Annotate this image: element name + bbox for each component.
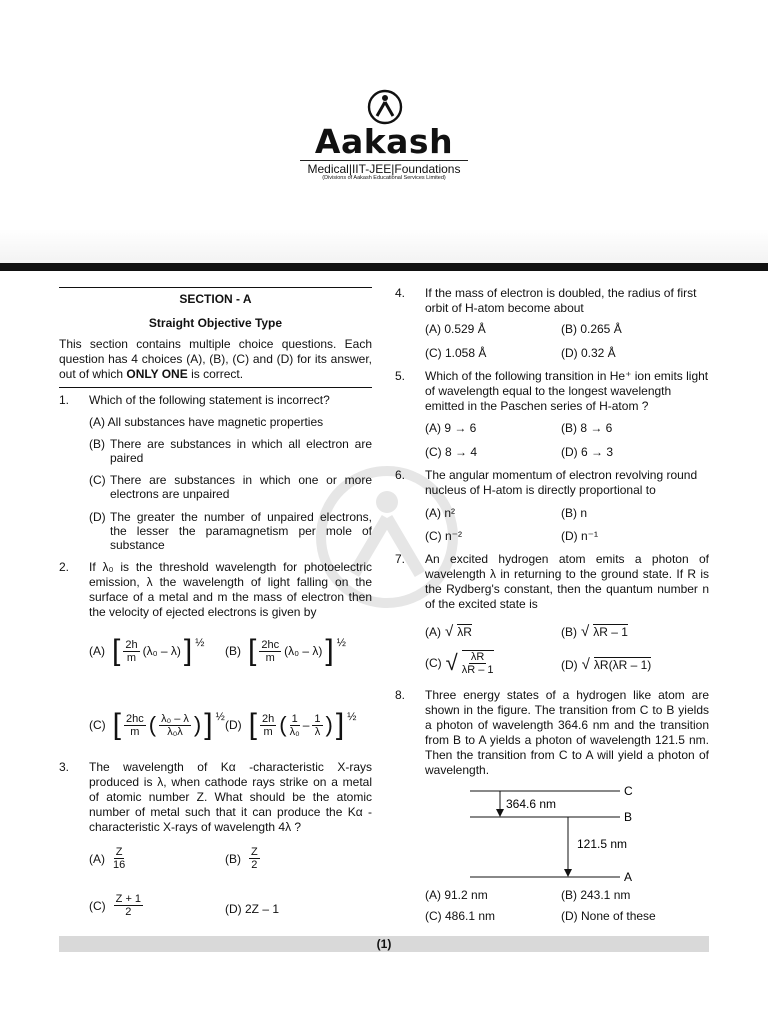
section-intro: This section contains multiple choice questions. Each question has 4 choices (A), (B), (C) and (D) for its answer, out of which ONLY ONE is correct. bbox=[59, 337, 372, 381]
option-d: The greater the number of unpaired electrons, the lesser the paramagnetism per mole of substance bbox=[110, 510, 372, 552]
cb-arrowhead bbox=[496, 809, 504, 817]
section-subtitle: Straight Objective Type bbox=[148, 316, 283, 330]
option-b: There are substances in which all electron are paired bbox=[110, 437, 372, 465]
option-c: (C) $\frac{Z + 1}{2}$ bbox=[89, 893, 142, 918]
aakash-logo-icon bbox=[366, 89, 404, 125]
option-a: (A) 91.2 nm bbox=[425, 888, 488, 902]
option-label: (B) bbox=[89, 437, 105, 451]
header-band bbox=[0, 263, 768, 271]
option-d: (D) n⁻¹ bbox=[561, 529, 598, 543]
section-title: SECTION - A bbox=[179, 292, 252, 306]
option-d: (D) 0.32 Å bbox=[561, 346, 616, 360]
section-top-rule bbox=[59, 287, 372, 288]
option-c: (C) [ $\frac{2hc}{m}$ ( $\frac{\text{λ₀ – λ}}{\text{λ₀λ}}$ ) ] ½ bbox=[89, 708, 225, 741]
cb-wavelength-label: 364.6 nm bbox=[506, 797, 557, 811]
option-b: (B) 243.1 nm bbox=[561, 888, 631, 902]
question-text: The angular momentum of electron revolving round nucleus of H-atom is directly proportional to bbox=[425, 468, 698, 497]
option-c: (C) 486.1 nm bbox=[425, 909, 496, 923]
option-a: (A) n² bbox=[425, 506, 455, 520]
option-d: (D) √ λR(λR – 1) bbox=[561, 655, 652, 673]
option-d: (D) 6 → 3 bbox=[561, 445, 614, 459]
option-b: (B) 8 → 6 bbox=[561, 421, 613, 435]
question-number: 6. bbox=[395, 468, 406, 482]
header-background bbox=[0, 229, 768, 265]
option-a: (A) $\frac{Z}{16}$ bbox=[89, 846, 126, 871]
page-number: (1) bbox=[376, 937, 392, 951]
question-text: Which of the following transition in He⁺ ion emits light of wavelength equal to the longest wavelength emitted in the Paschen series of H-atom ? bbox=[425, 369, 709, 413]
brand-tagline: Medical|IIT-JEE|Foundations bbox=[300, 160, 468, 176]
question-text: Which of the following statement is incorrect? bbox=[89, 393, 330, 407]
section-bottom-rule bbox=[59, 387, 372, 388]
option-a: (A) 0.529 Å bbox=[425, 322, 486, 336]
option-label: (D) bbox=[89, 510, 106, 524]
question-text: Three energy states of a hydrogen like atom are shown in the figure. The transition from C to B yields a photon of wavelength 364.6 nm and the transition from B to A yields a photon of wavelength 121.5 nm. Then the transition from C to A will yield a photon of wavelength. bbox=[425, 688, 709, 777]
level-c-label: C bbox=[624, 784, 633, 798]
question-text: An excited hydrogen atom emits a photon of wavelength λ in returning to the ground state. If R is the Rydberg's constant, then the quantum number n of the excited state is bbox=[425, 552, 709, 611]
option-b: (B) $\frac{Z}{2}$ bbox=[225, 846, 258, 871]
option-a: (A) √ λR bbox=[425, 622, 472, 640]
option-d: (D) 2Z – 1 bbox=[225, 902, 280, 916]
question-number: 4. bbox=[395, 286, 406, 300]
question-number: 3. bbox=[59, 760, 70, 774]
option-b: (B) √ λR – 1 bbox=[561, 622, 628, 640]
option-b: (B) [ $\frac{2hc}{m}$ (λ₀ – λ) ] ½ bbox=[225, 634, 346, 667]
option-a: (A) All substances have magnetic properties bbox=[89, 415, 324, 429]
option-b: (B) n bbox=[561, 506, 588, 520]
question-number: 7. bbox=[395, 552, 406, 566]
option-b: (B) 0.265 Å bbox=[561, 322, 622, 336]
question-text: The wavelength of Kα -characteristic X-rays produced is λ, when cathode rays strike on a metal of atomic number Z. What should be the atomic number of metal such that it can produce the Kα -characteristic X-rays of wavelength 4λ ? bbox=[89, 760, 372, 834]
option-c: (C) 8 → 4 bbox=[425, 445, 478, 459]
option-label: (C) bbox=[89, 473, 106, 487]
option-c: (C) n⁻² bbox=[425, 529, 462, 543]
brand-subtagline: (Divisions of Aakash Educational Services Limited) bbox=[322, 175, 446, 181]
ba-arrowhead bbox=[564, 869, 572, 877]
ba-wavelength-label: 121.5 nm bbox=[577, 837, 628, 851]
question-text: If the mass of electron is doubled, the radius of first orbit of H-atom become about bbox=[425, 286, 697, 315]
option-a: (A) [ $\frac{2h}{m}$ (λ₀ – λ) ] ½ bbox=[89, 634, 205, 667]
question-number: 5. bbox=[395, 369, 406, 383]
question-text: If λ₀ is the threshold wavelength for photoelectric emission, λ the wavelength of light falling on the surface of a metal and m the mass of electron then the velocity of ejected electrons is given by bbox=[89, 560, 372, 619]
energy-level-diagram bbox=[465, 782, 645, 882]
option-c: (C) √ $\frac{\lambda R}{\lambda R - 1}$ bbox=[425, 650, 494, 676]
option-a: (A) 9 → 6 bbox=[425, 421, 477, 435]
question-number: 1. bbox=[59, 393, 70, 407]
level-b-label: B bbox=[624, 810, 633, 824]
level-a-label: A bbox=[624, 870, 633, 882]
question-number: 2. bbox=[59, 560, 70, 574]
brand-name: Aakash bbox=[314, 122, 454, 161]
question-number: 8. bbox=[395, 688, 406, 702]
option-d: (D) None of these bbox=[561, 909, 656, 923]
option-c: (C) 1.058 Å bbox=[425, 346, 487, 360]
option-d: (D) [ $\frac{2h}{m}$ ( $\frac{1}{\text{λ₀}}$ – $\frac{1}{\lambda}$ ) ] ½ bbox=[225, 708, 357, 741]
option-c: There are substances in which one or more electrons are unpaired bbox=[110, 473, 372, 501]
